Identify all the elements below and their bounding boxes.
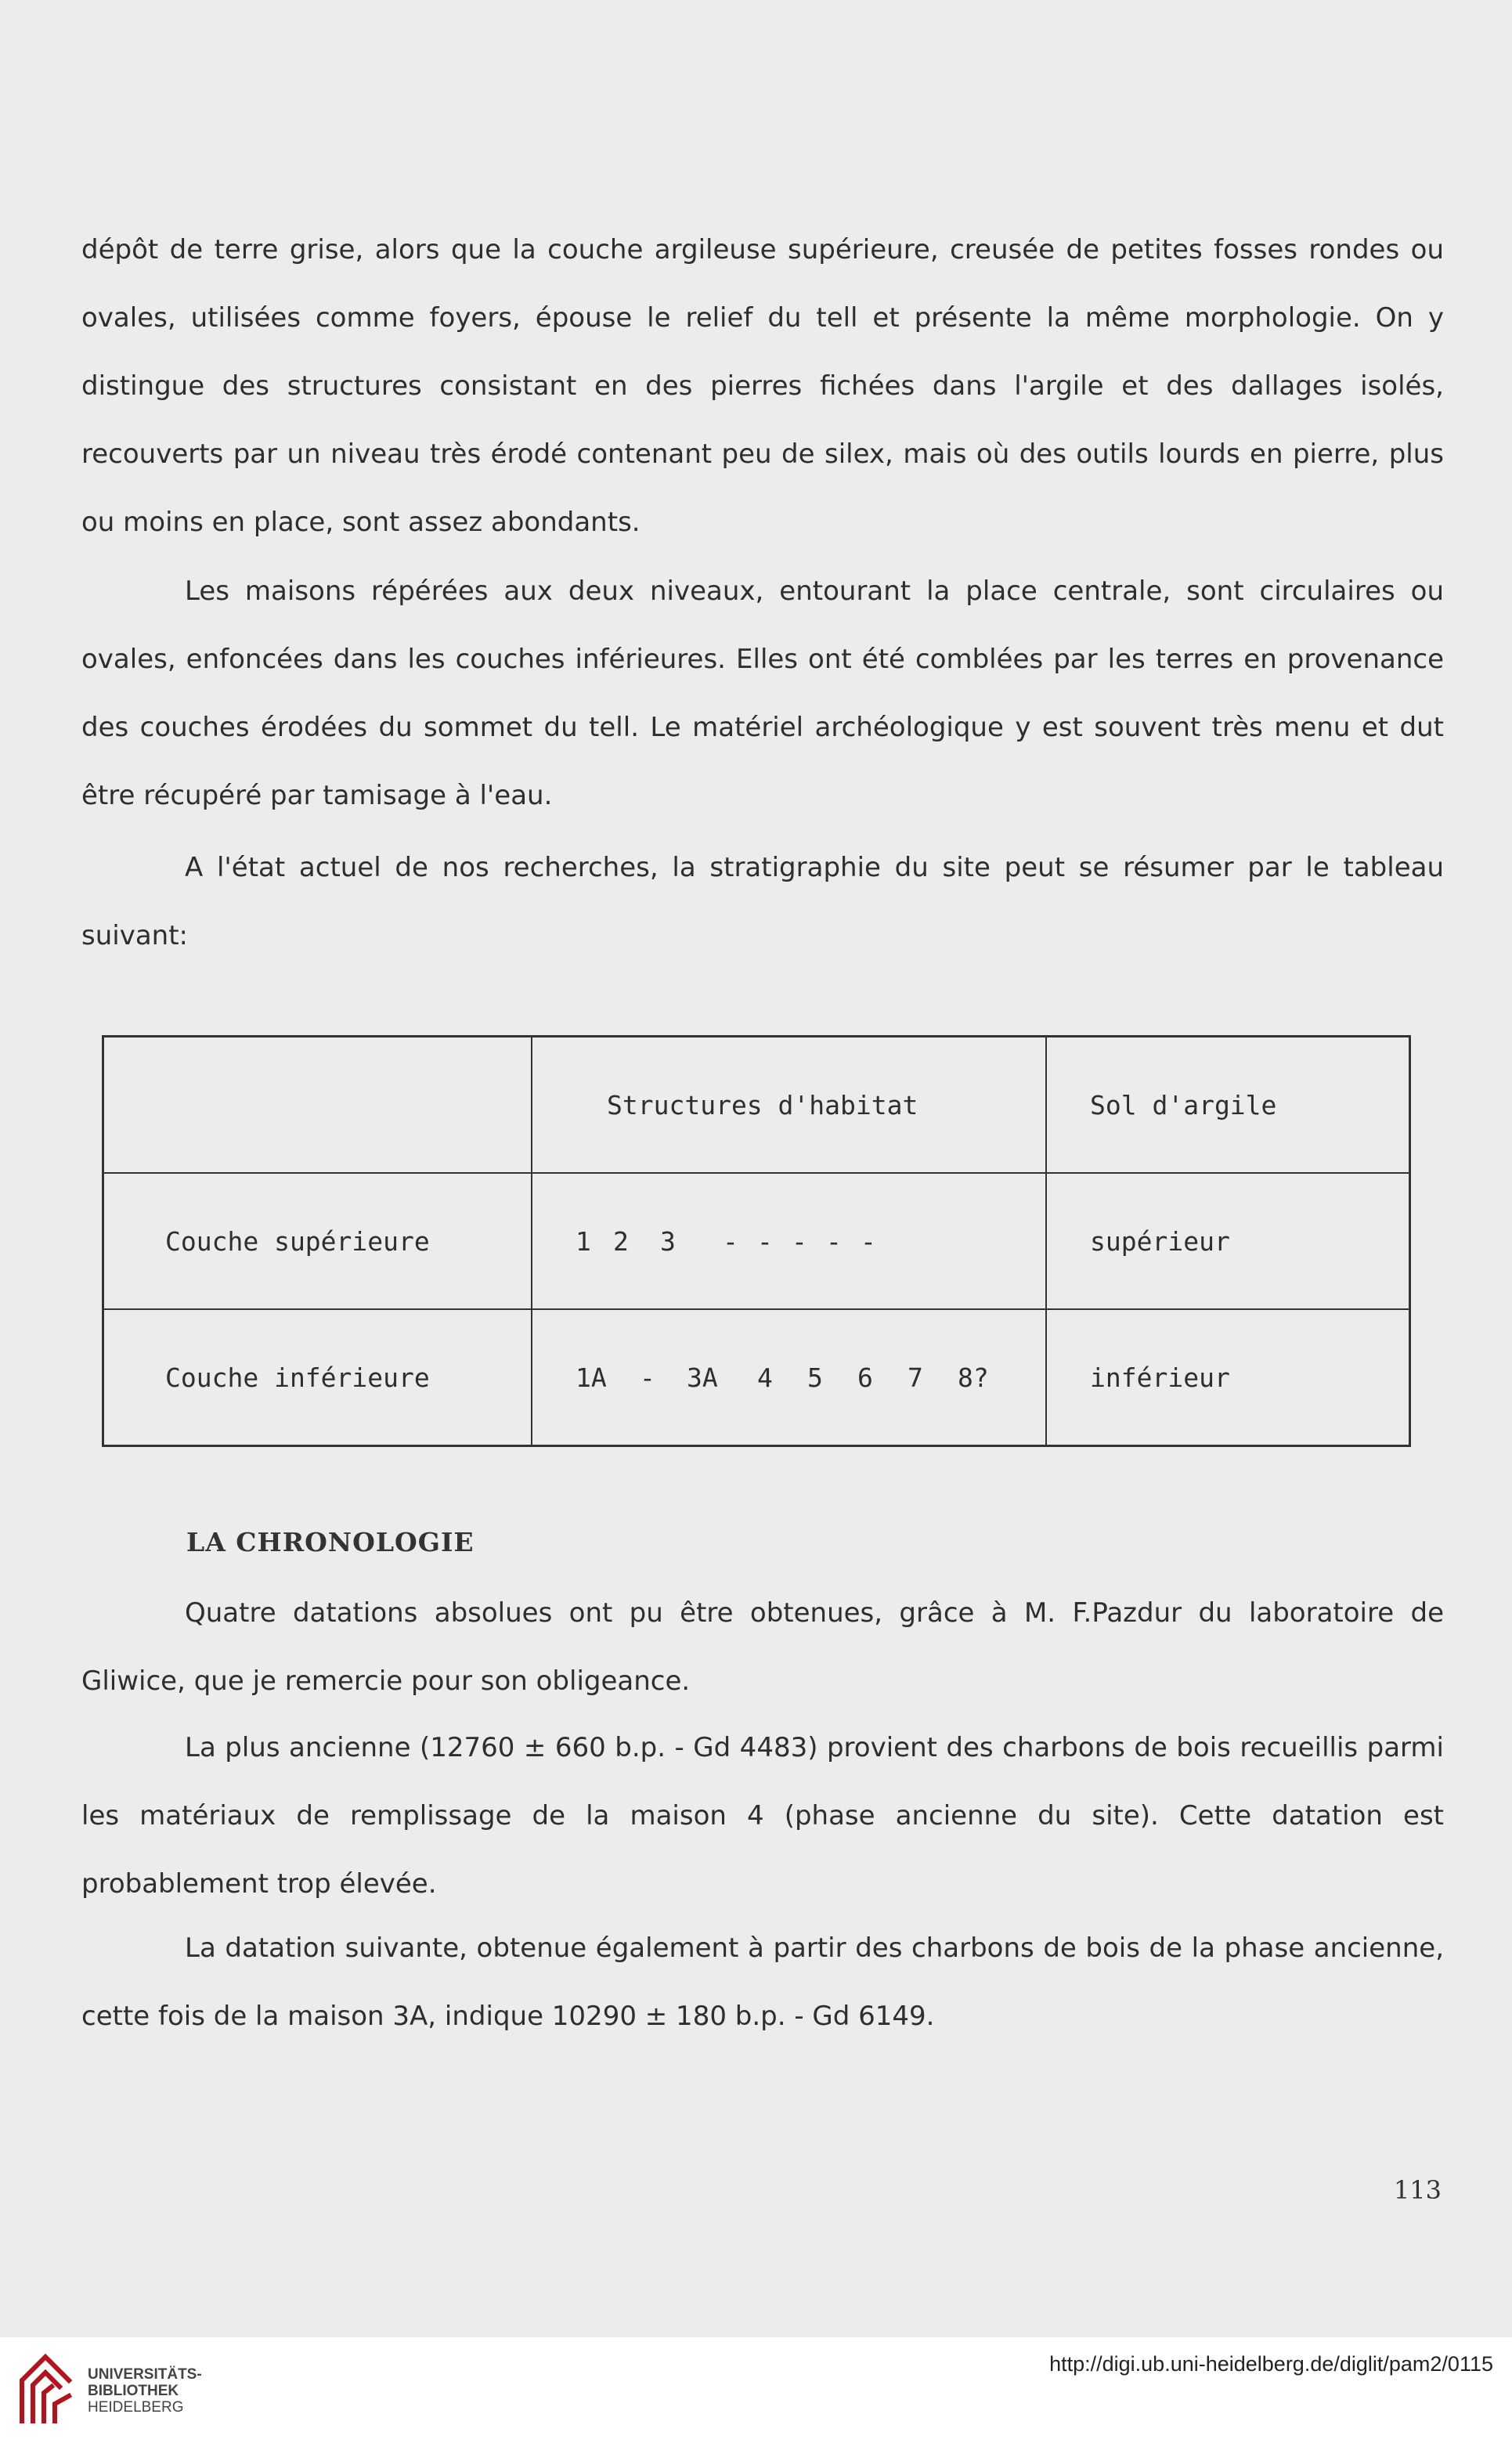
library-name-line: UNIVERSITÄTS- <box>88 2366 202 2383</box>
layer-cell: Couche supérieure <box>103 1173 532 1309</box>
paragraph-1: dépôt de terre grise, alors que la couche argileuse supérieure, creusée de petites fosses rondes ou ovales, utilisées comme foyers, épouse le relief du tell et présente la même morphologie. On y distingue des structures consistant en des pierres fichées dans l'argile et des dallages isolés, recouverts par un niveau très érodé contenant peu de silex, mais où des outils lourds en pierre, plus ou moins en place, sont assez abondants. <box>81 234 1444 538</box>
structure-number: - <box>826 1225 842 1257</box>
table-header-cell <box>103 1037 532 1174</box>
structure-number: 2 <box>613 1225 629 1257</box>
structures-cell <box>532 1309 1046 1446</box>
structure-number: - <box>640 1362 655 1393</box>
paragraph-4: Quatre datations absolues ont pu être obtenues, grâce à M. F.Pazdur du laboratoire de Gliwice, que je remercie pour son obligeance. <box>81 1597 1444 1697</box>
structure-number: 8? <box>958 1362 989 1393</box>
structure-number: - <box>861 1225 876 1257</box>
structure-number: 3A <box>687 1362 718 1393</box>
library-name <box>88 2366 202 2416</box>
layer-cell: Couche inférieure <box>103 1309 532 1446</box>
soil-cell: supérieur <box>1046 1173 1410 1309</box>
paragraph-5: La plus ancienne (12760 ± 660 b.p. - Gd 4483) provient des charbons de bois recueillis parmi les matériaux de remplissage de la maison 4 (phase ancienne du site). Cette datation est probablement trop élevée. <box>81 1732 1444 1900</box>
table-header-row <box>103 1037 1410 1174</box>
paragraph-2: Les maisons répérées aux deux niveaux, entourant la place centrale, sont circulaires ou ovales, enfoncées dans les couches inférieures. Elles ont été comblées par les terres en provenance des couches érodées du sommet du tell. Le matériel archéologique y est souvent très menu et dut être récupéré par tamisage à l'eau. <box>81 576 1444 811</box>
structure-number: 3 <box>660 1225 676 1257</box>
structure-number: 1A <box>576 1362 607 1393</box>
source-url-link[interactable]: http://digi.ub.uni-heidelberg.de/diglit/pam2/0115 <box>1049 2352 1493 2376</box>
structure-number: - <box>757 1225 773 1257</box>
structure-number: - <box>723 1225 738 1257</box>
structure-number: 6 <box>857 1362 873 1393</box>
library-name-line: HEIDELBERG <box>88 2399 184 2416</box>
structure-number: 1 <box>576 1225 591 1257</box>
heidelberg-library-logo-icon[interactable] <box>16 2349 75 2427</box>
section-heading: LA CHRONOLOGIE <box>186 1527 475 1557</box>
table-row <box>103 1173 1410 1309</box>
structures-cell <box>532 1173 1046 1309</box>
soil-cell: inférieur <box>1046 1309 1410 1446</box>
structure-number: 5 <box>807 1362 823 1393</box>
stratigraphy-table <box>102 1035 1411 1447</box>
library-name-line: BIBLIOTHEK <box>88 2383 179 2399</box>
structure-number: 4 <box>757 1362 773 1393</box>
paragraph-6: La datation suivante, obtenue également à partir des charbons de bois de la phase ancienne, cette fois de la maison 3A, indique 10290 ± 180 b.p. - Gd 6149. <box>81 1932 1444 2032</box>
structure-number: 7 <box>908 1362 923 1393</box>
structure-number: - <box>792 1225 807 1257</box>
page-number: 113 <box>1393 2175 1442 2205</box>
table-header-cell: Sol d'argile <box>1046 1037 1410 1174</box>
paragraph-3: A l'état actuel de nos recherches, la stratigraphie du site peut se résumer par le tableau suivant: <box>81 852 1444 951</box>
table-header-cell: Structures d'habitat <box>532 1037 1046 1174</box>
table-row <box>103 1309 1410 1446</box>
